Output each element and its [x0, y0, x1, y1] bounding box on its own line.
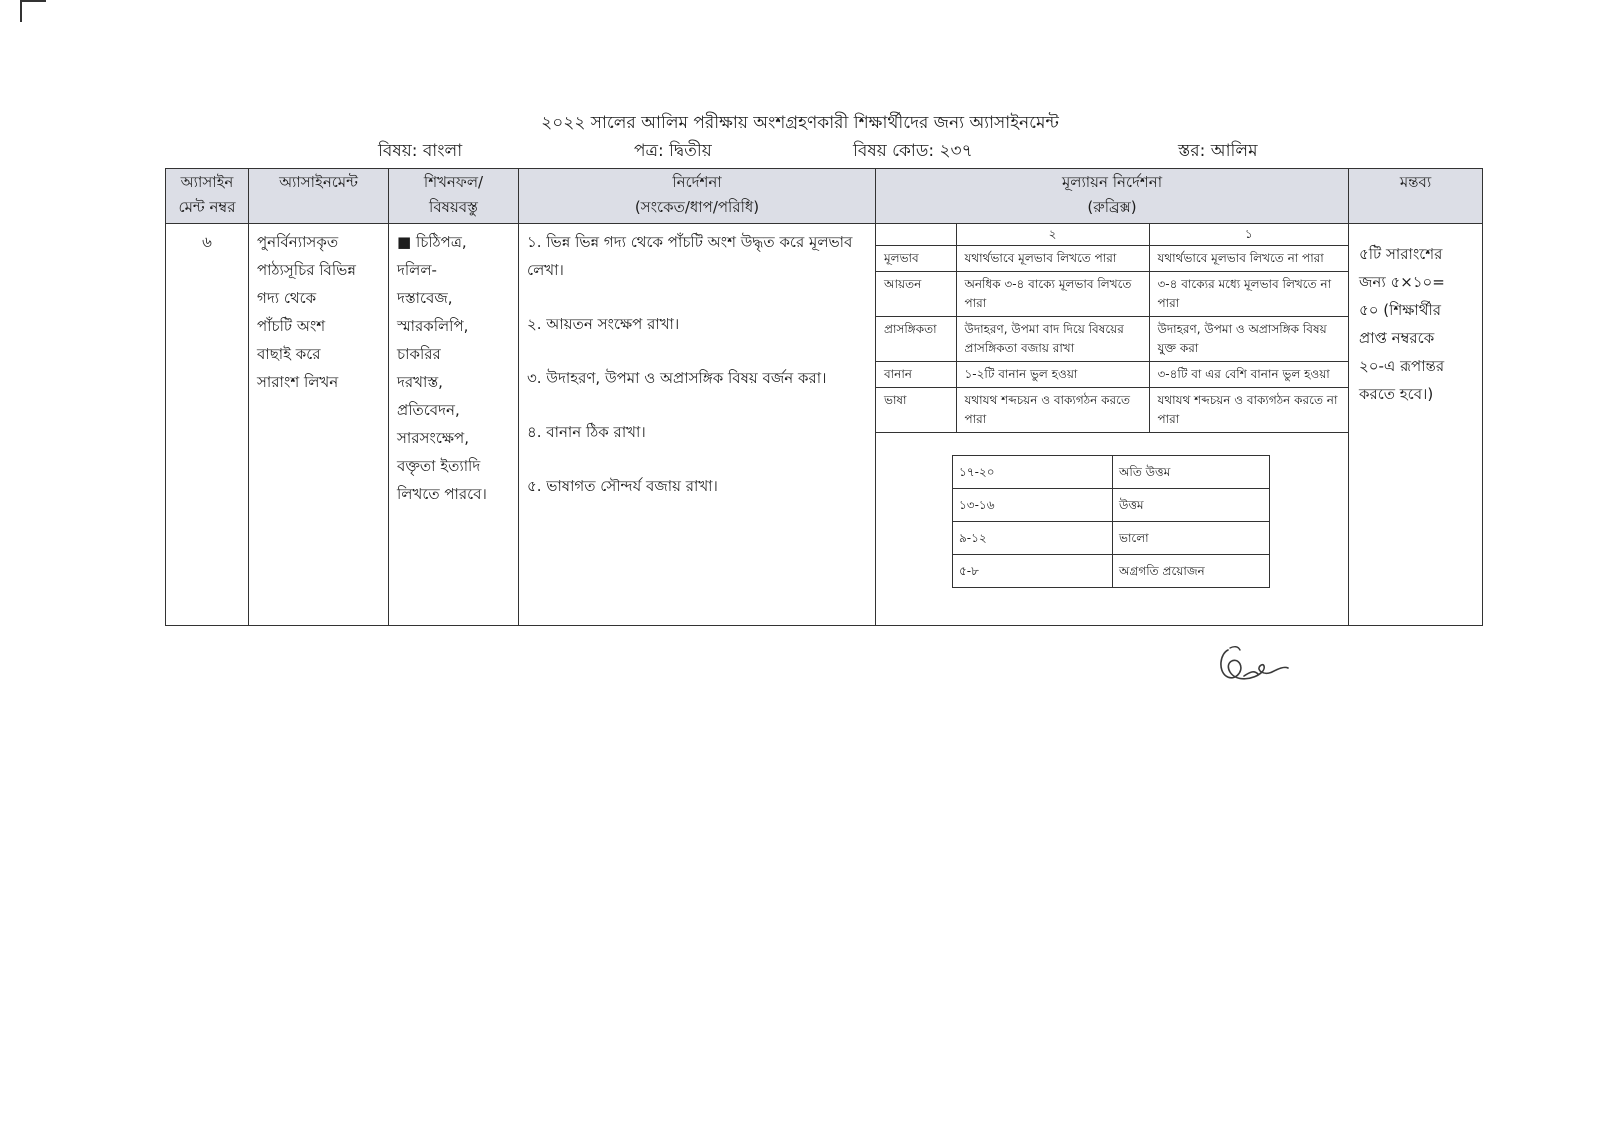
grade-range: ১৩-১৬: [953, 489, 1113, 522]
rubric-criterion: প্রাসঙ্গিকতা: [876, 317, 956, 362]
meta-subject: বিষয়: বাংলা: [378, 141, 463, 161]
rubric-row: [876, 388, 1348, 433]
rubric-score-two: যথার্থভাবে মূলভাব লিখতে পারা: [956, 246, 1149, 272]
rubric-row: [876, 246, 1348, 272]
header-row: [166, 169, 1483, 224]
meta-paper: পত্র: দ্বিতীয়: [634, 141, 712, 161]
meta-level: স্তর: আলিম: [1178, 141, 1258, 161]
header-instruction: নির্দেশনা (সংকেত/ধাপ/পরিধি): [519, 169, 876, 224]
header-assignment: অ্যাসাইনমেন্ট: [249, 169, 389, 224]
rubric-score-two: যথাযথ শব্দচয়ন ও বাক্যগঠন করতে পারা: [956, 388, 1149, 433]
rubric-score-one: উদাহরণ, উপমা ও অপ্রাসঙ্গিক বিষয় যুক্ত করা: [1149, 317, 1348, 362]
table-row: [166, 224, 1483, 626]
grade-range: ৫-৮: [953, 555, 1113, 588]
grade-label: অগ্রগতি প্রয়োজন: [1113, 555, 1270, 588]
rubric-criterion: ভাষা: [876, 388, 956, 433]
rubric-score-one: যথার্থভাবে মূলভাব লিখতে না পারা: [1149, 246, 1348, 272]
instruction-item: ৫. ভাষাগত সৌন্দর্য বজায় রাখা।: [527, 477, 718, 495]
instruction-item: ১. ভিন্ন ভিন্ন গদ্য থেকে পাঁচটি অংশ উদ্ধৃত করে মূলভাব লেখা।: [527, 233, 853, 279]
header-assignment-no: অ্যাসাইন মেন্ট নম্বর: [166, 169, 249, 224]
rubric-score-two: উদাহরণ, উপমা বাদ দিয়ে বিষয়ের প্রাসঙ্গিকতা বজায় রাখা: [956, 317, 1149, 362]
rubric-row: [876, 317, 1348, 362]
grade-label: উত্তম: [1113, 489, 1270, 522]
signature-mark: [1214, 642, 1294, 692]
rubric-col-two: ২: [956, 224, 1149, 246]
grade-row: [953, 489, 1270, 522]
header-outcome: শিখনফল/ বিষয়বস্তু: [389, 169, 519, 224]
header-evaluation: মূল্যায়ন নির্দেশনা (রুব্রিক্স): [876, 169, 1349, 224]
scan-corner-mark: [20, 0, 22, 22]
rubric-criterion: বানান: [876, 362, 956, 388]
meta-code: বিষয় কোড: ২৩৭: [853, 141, 973, 161]
rubric-col-criterion: [876, 224, 956, 246]
rubric-score-one: যথাযথ শব্দচয়ন ও বাক্যগঠন করতে না পারা: [1149, 388, 1348, 433]
cell-instructions: [519, 224, 876, 626]
grade-row: [953, 456, 1270, 489]
instruction-item: ৩. উদাহরণ, উপমা ও অপ্রাসঙ্গিক বিষয় বর্জন করা।: [527, 369, 827, 387]
instruction-item: ৪. বানান ঠিক রাখা।: [527, 423, 646, 441]
rubric-criterion: মূলভাব: [876, 246, 956, 272]
cell-assignment: পুনর্বিন্যাসকৃত পাঠ্যসূচির বিভিন্ন গদ্য থেকে পাঁচটি অংশ বাছাই করে সারাংশ লিখন: [249, 224, 389, 626]
cell-assignment-no: ৬: [166, 224, 249, 626]
assignment-table: [165, 168, 1483, 626]
cell-evaluation: [876, 224, 1349, 626]
rubric-score-one: ৩-৪ বাক্যের মধ্যে মূলভাব লিখতে না পারা: [1149, 272, 1348, 317]
grade-row: [953, 555, 1270, 588]
scan-corner-mark-top: [20, 0, 46, 2]
grade-range: ৯-১২: [953, 522, 1113, 555]
grade-label: ভালো: [1113, 522, 1270, 555]
page-title: ২০২২ সালের আলিম পরীক্ষায় অংশগ্রহণকারী শিক্ষার্থীদের জন্য অ্যাসাইনমেন্ট: [541, 113, 1059, 133]
grade-range: ১৭-২০: [953, 456, 1113, 489]
rubric-header-row: [876, 224, 1348, 246]
rubric-row: [876, 272, 1348, 317]
grade-row: [953, 522, 1270, 555]
rubric-col-one: ১: [1149, 224, 1348, 246]
rubric-row: [876, 362, 1348, 388]
rubric-table: [876, 224, 1348, 433]
cell-comment: ৫টি সারাংশের জন্য ৫×১০= ৫০ (শিক্ষার্থীর প্রাপ্ত নম্বরকে ২০-এ রূপান্তর করতে হবে।): [1349, 224, 1483, 626]
header-comment: মন্তব্য: [1349, 169, 1483, 224]
cell-outcome: ■ চিঠিপত্র, দলিল- দস্তাবেজ, স্মারকলিপি, চাকরির দরখাস্ত, প্রতিবেদন, সারসংক্ষেপ, বক্তৃতা ইত্যাদি লিখতে পারবে।: [389, 224, 519, 626]
rubric-score-two: ১-২টি বানান ভুল হওয়া: [956, 362, 1149, 388]
rubric-score-one: ৩-৪টি বা এর বেশি বানান ভুল হওয়া: [1149, 362, 1348, 388]
grade-label: অতি উত্তম: [1113, 456, 1270, 489]
instruction-item: ২. আয়তন সংক্ষেপ রাখা।: [527, 315, 680, 333]
rubric-score-two: অনধিক ৩-৪ বাক্যে মূলভাব লিখতে পারা: [956, 272, 1149, 317]
rubric-criterion: আয়তন: [876, 272, 956, 317]
grade-scale-table: [952, 455, 1270, 588]
